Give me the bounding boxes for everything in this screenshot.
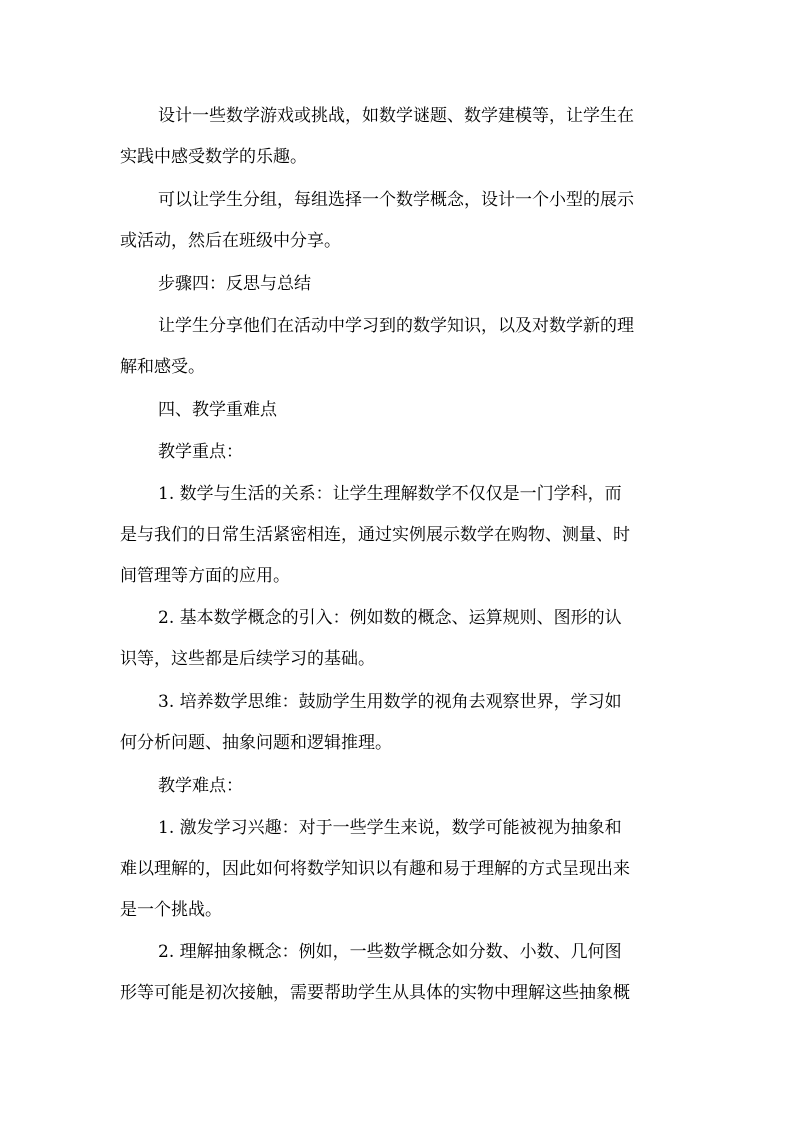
text-line: 1. 数学与生活的关系：让学生理解数学不仅仅是一门学科，而: [158, 484, 622, 504]
list-item-key-point-1: [120, 474, 680, 597]
text-line: 2. 理解抽象概念：例如，一些数学概念如分数、小数、几何图: [158, 942, 622, 962]
text-line: 四、教学重难点: [158, 400, 277, 420]
list-item-key-point-3: [120, 682, 680, 764]
text-line: 识等，这些都是后续学习的基础。: [120, 649, 375, 669]
paragraph-group-activity: [120, 180, 680, 262]
list-item-key-point-2: [120, 598, 680, 680]
list-item-difficult-point-1: [120, 808, 680, 931]
text-line: 何分析问题、抽象问题和逻辑推理。: [120, 733, 392, 753]
text-line: 实践中感受数学的乐趣。: [120, 147, 307, 167]
heading-key-difficult-points: [120, 390, 680, 431]
text-line: 或活动，然后在班级中分享。: [120, 231, 341, 251]
text-line: 形等可能是初次接触，需要帮助学生从具体的实物中理解这些抽象概: [120, 983, 630, 1003]
text-line: 3. 培养数学思维：鼓励学生用数学的视角去观察世界，学习如: [158, 692, 622, 712]
paragraph-reflection: [120, 306, 680, 388]
list-item-difficult-point-2: [120, 932, 680, 1014]
text-line: 教学难点：: [158, 776, 243, 796]
heading-step-four: [120, 264, 680, 305]
text-line: 可以让学生分组，每组选择一个数学概念，设计一个小型的展示: [158, 190, 634, 210]
text-line: 2. 基本数学概念的引入：例如数的概念、运算规则、图形的认: [158, 608, 622, 628]
text-line: 步骤四：反思与总结: [158, 274, 311, 294]
text-line: 1. 激发学习兴趣：对于一些学生来说，数学可能被视为抽象和: [158, 818, 622, 838]
paragraph-math-games: [120, 96, 680, 178]
text-line: 解和感受。: [120, 357, 205, 377]
heading-key-points: [120, 432, 680, 473]
text-line: 间管理等方面的应用。: [120, 566, 290, 586]
text-line: 设计一些数学游戏或挑战，如数学谜题、数学建模等，让学生在: [158, 106, 634, 126]
heading-difficult-points: [120, 766, 680, 807]
text-line: 教学重点：: [158, 442, 243, 462]
text-line: 是一个挑战。: [120, 900, 222, 920]
text-line: 是与我们的日常生活紧密相连，通过实例展示数学在购物、测量、时: [120, 525, 630, 545]
text-line: 难以理解的，因此如何将数学知识以有趣和易于理解的方式呈现出来: [120, 859, 630, 879]
text-line: 让学生分享他们在活动中学习到的数学知识，以及对数学新的理: [158, 316, 634, 336]
